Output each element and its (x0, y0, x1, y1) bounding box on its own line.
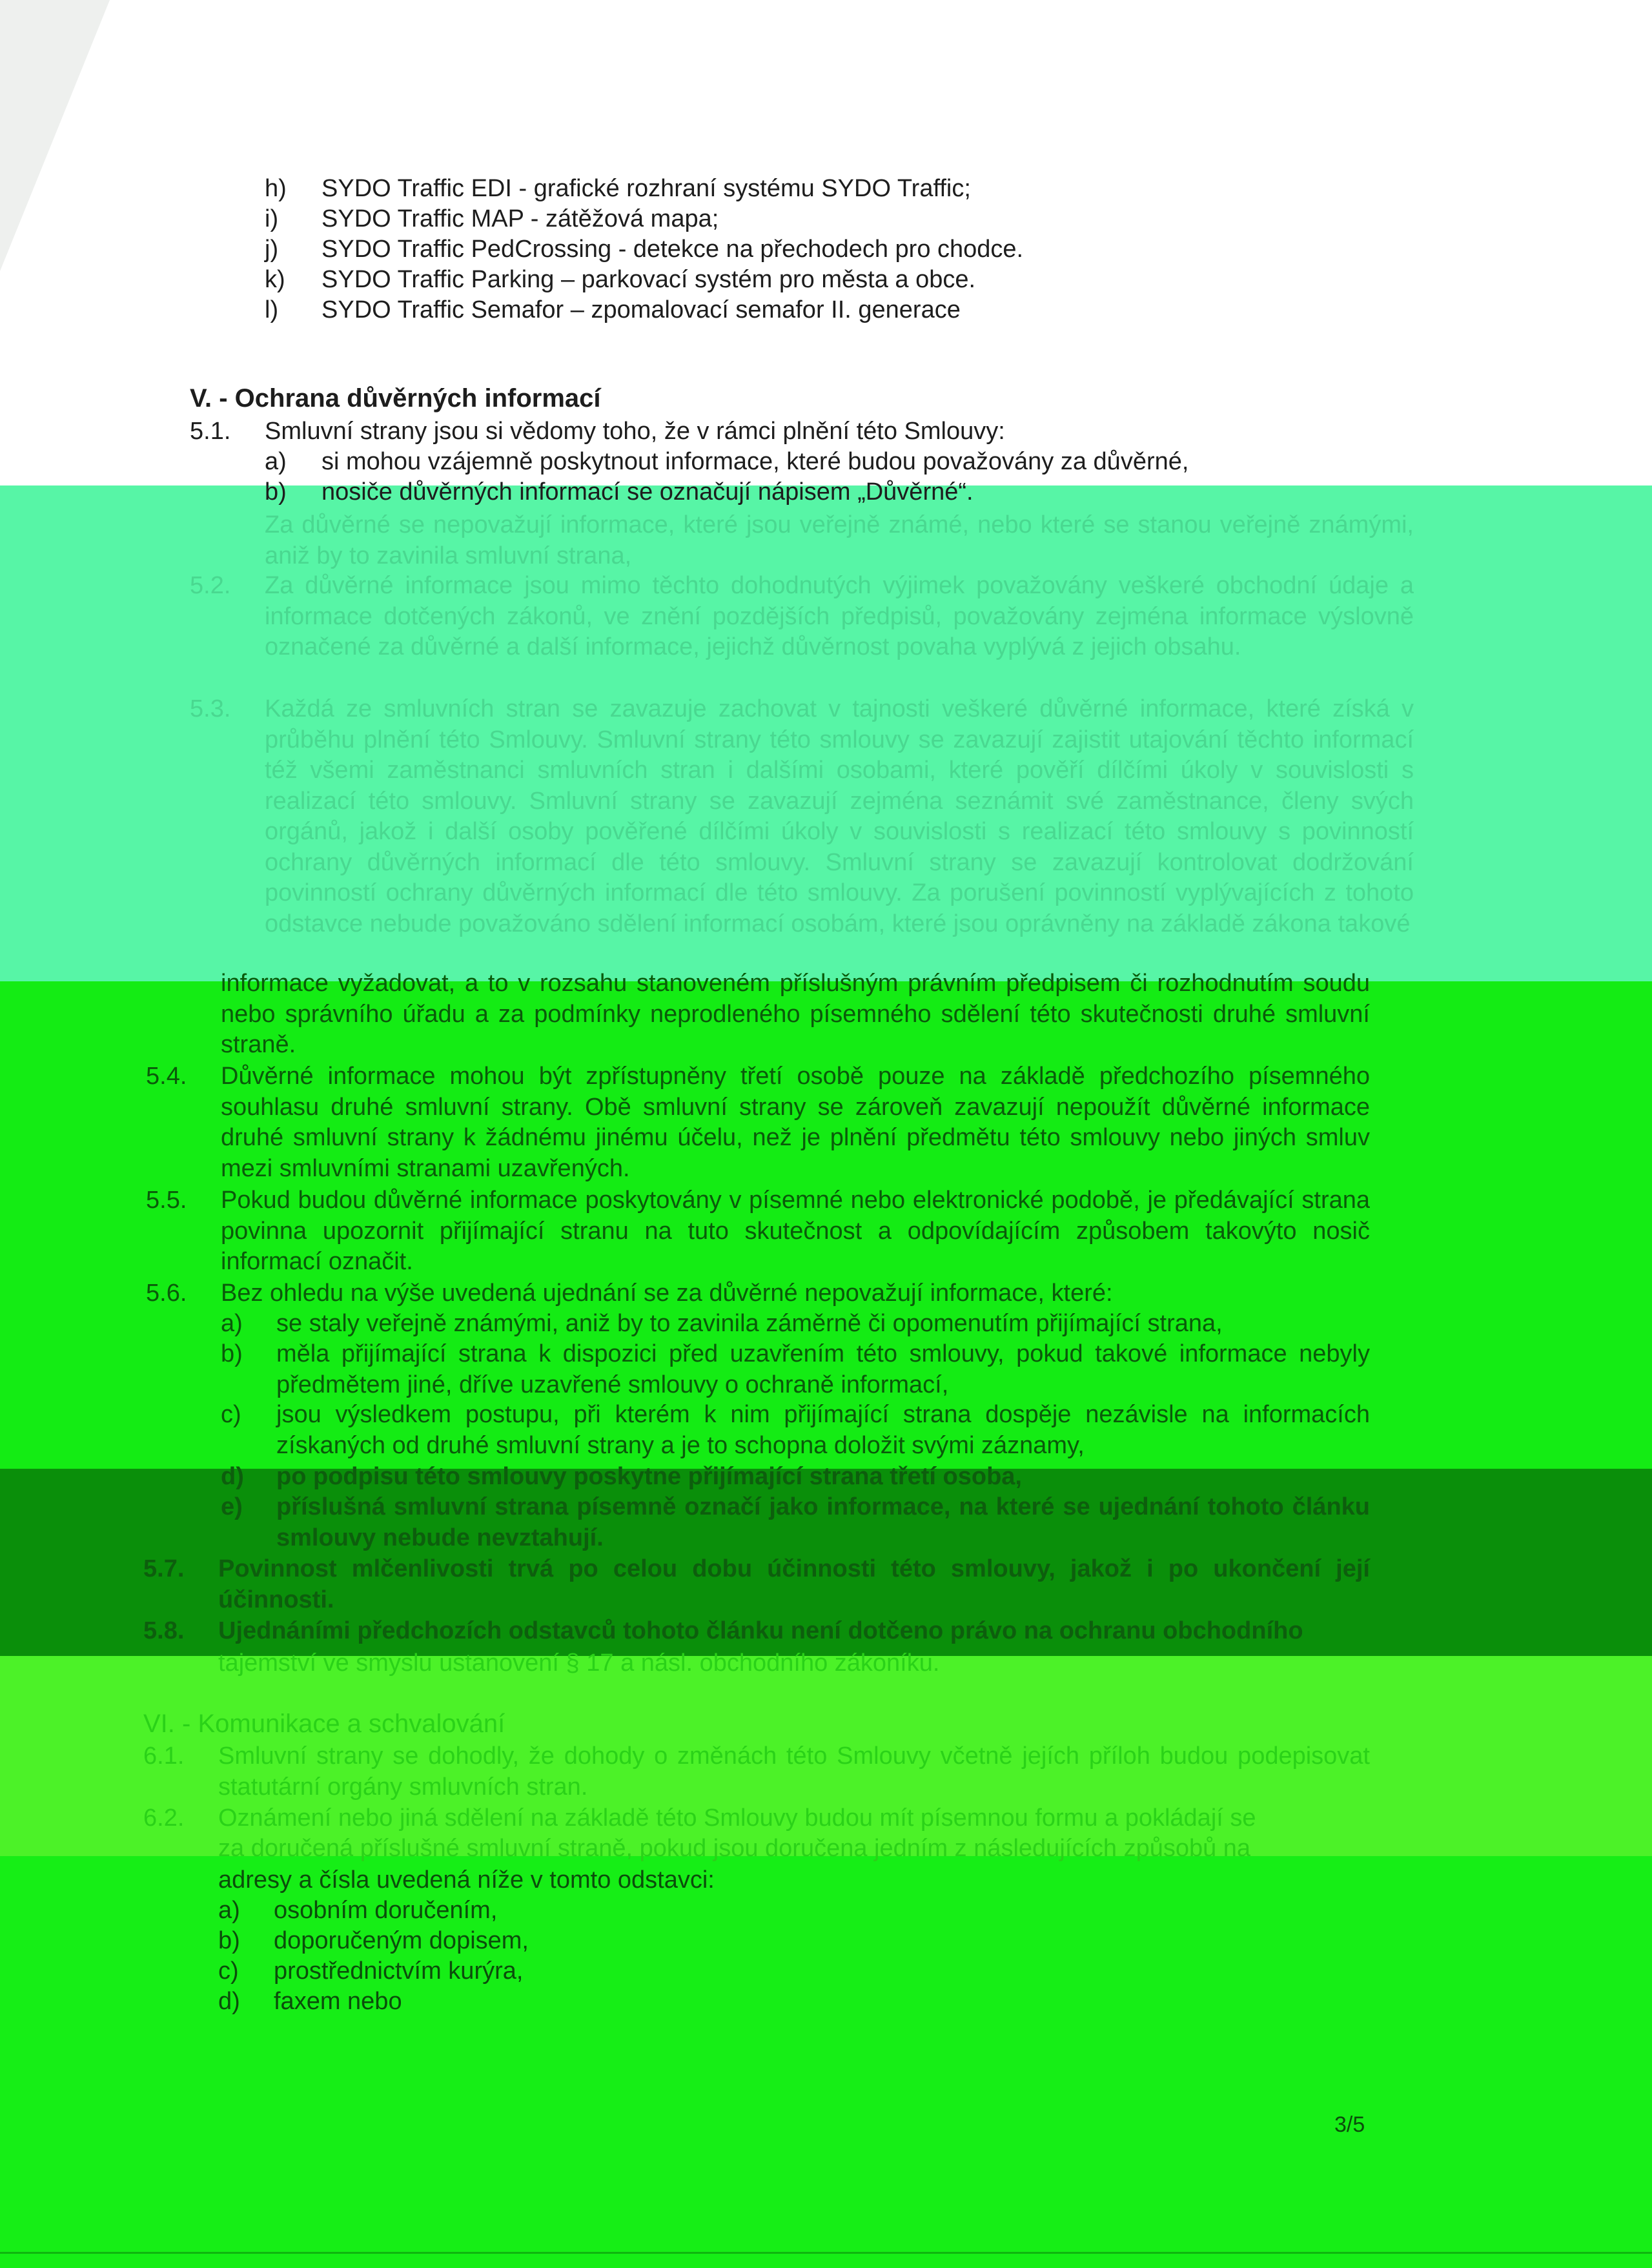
list-label: d) (221, 1463, 244, 1490)
paragraph-number: 5.5. (146, 1187, 187, 1214)
paragraph-text: Smluvní strany se dohodly, že dohody o změnách této Smlouvy včetně jejích příloh budou podepisovat statutární orgány smluvních stran. (218, 1742, 1370, 1801)
paragraph-text-faint: Za důvěrné informace jsou mimo těchto dohodnutých výjimek považovány veškeré obchodní údaje a informace dotčených zákonů, ve znění pozdějších předpisů, považovány zejména informace výslovně označené za důvěrné a další informace, jejichž důvěrnost povaha vyplývá z jejich obsahu. (265, 572, 1414, 660)
list-label: l) (265, 296, 279, 323)
list-item: nosiče důvěrných informací se označují nápisem „Důvěrné“. (321, 478, 974, 506)
paragraph-number: 6.2. (143, 1804, 185, 1832)
list-item: SYDO Traffic Parking – parkovací systém pro města a obce. (321, 266, 976, 293)
section-heading: VI. - Komunikace a schvalování (143, 1710, 505, 1738)
list-item: SYDO Traffic Semafor – zpomalovací semafor II. generace (321, 296, 961, 323)
paragraph-text-faint: Za důvěrné se nepovažují informace, které jsou veřejně známé, nebo které se stanou veřejně známými, aniž by to zavinila smluvní strana, (265, 511, 1414, 569)
section-heading: V. - Ochrana důvěrných informací (190, 384, 601, 413)
paragraph-text-faint: Každá ze smluvních stran se zavazuje zachovat v tajnosti veškeré důvěrné informace, které získá v průběhu plnění této Smlouvy. Smluvní strany této smlouvy se zavazují zajistit utajování těchto informací též všemi zaměstnanci smluvních stran i dalšími osobami, které pověří dílčími úkoly v souvislosti s realizací této smlouvy. Smluvní strany se zavazují zejména seznámit své zaměstnance, členy svých orgánů, jakož i další osoby pověřené dílčími úkoly v souvislosti s realizací této smlouvy s povinností ochrany důvěrných informací dle této smlouvy. Smluvní strany se zavazují kontrolovat dodržování povinností ochrany důvěrných informací dle této smlouvy. Za porušení povinností vyplývajících z tohoto odstavce nebude považováno sdělení informací osobám, které jsou oprávněny na základě zákona takové (265, 695, 1414, 937)
list-item: doporučeným dopisem, (274, 1927, 529, 1954)
list-label: a) (265, 448, 287, 475)
paragraph-number: 5.6. (146, 1280, 187, 1307)
list-label: a) (218, 1897, 240, 1924)
overlay-green-bottom (0, 1856, 1652, 2268)
paragraph-text: Pokud budou důvěrné informace poskytovány v písemné nebo elektronické podobě, je předávající strana povinna upozornit přijímající stranu na tuto skutečnost a odpovídajícím způsobem takovýto nosič informací označit. (221, 1187, 1370, 1275)
paragraph-text: Bez ohledu na výše uvedená ujednání se za důvěrné nepovažují informace, které: (221, 1280, 1113, 1307)
list-label: b) (265, 478, 287, 506)
list-label: e) (221, 1493, 243, 1520)
list-item: si mohou vzájemně poskytnout informace, které budou považovány za důvěrné, (321, 448, 1189, 475)
scan-edge (0, 2252, 1652, 2254)
list-label: c) (218, 1957, 239, 1985)
list-label: b) (218, 1927, 240, 1954)
list-item: jsou výsledkem postupu, při kterém k nim přijímající strana dospěje nezávisle na informacích získaných od druhé smluvní strany a je to schopna doložit svými záznamy, (276, 1401, 1370, 1459)
list-item: příslušná smluvní strana písemně označí jako informace, na které se ujednání tohoto článku smlouvy nebude nevztahují. (276, 1493, 1370, 1551)
paragraph-text: informace vyžadovat, a to v rozsahu stanoveném příslušným právním předpisem či rozhodnutím soudu nebo správního úřadu a za podmínky neprodleného písemného sdělení této skutečnosti druhé smluvní straně. (221, 970, 1370, 1058)
paragraph-number: 5.8. (143, 1617, 185, 1644)
paragraph-number: 5.1. (190, 418, 231, 445)
list-item: SYDO Traffic PedCrossing - detekce na přechodech pro chodce. (321, 236, 1024, 263)
list-label: c) (221, 1401, 241, 1428)
list-label: d) (218, 1988, 240, 2015)
list-label: k) (265, 266, 285, 293)
paragraph-number: 6.1. (143, 1742, 185, 1770)
page-number: 3/5 (1334, 2112, 1365, 2137)
list-item: osobním doručením, (274, 1897, 498, 1924)
list-item: SYDO Traffic MAP - zátěžová mapa; (321, 205, 719, 232)
paragraph-number: 5.4. (146, 1063, 187, 1090)
list-item: po podpisu této smlouvy poskytne přijímající strana třetí osoba, (276, 1463, 1022, 1490)
list-label: i) (265, 205, 279, 232)
paragraph-text: Důvěrné informace mohou být zpřístupněny třetí osobě pouze na základě předchozího písemného souhlasu druhé smluvní strany. Obě smluvní strany se zároveň zavazují nepoužít důvěrné informace druhé smluvní strany k žádnému jinému účelu, než je plnění předmětu této smlouvy nebo jiných smluv mezi smluvními stranami uzavřených. (221, 1063, 1370, 1182)
paragraph-text: adresy a čísla uvedená níže v tomto odstavci: (218, 1866, 715, 1894)
list-label: b) (221, 1340, 243, 1367)
list-label: j) (265, 236, 279, 263)
paragraph-text: Smluvní strany jsou si vědomy toho, že v rámci plnění této Smlouvy: (265, 418, 1005, 445)
paragraph-text: Povinnost mlčenlivosti trvá po celou dobu účinnosti této smlouvy, jakož i po ukončení její účinnosti. (218, 1555, 1370, 1613)
paragraph-text: za doručená příslušné smluvní straně, pokud jsou doručena jedním z následujících způsobů na (218, 1835, 1251, 1862)
paragraph-number: 5.7. (143, 1555, 185, 1582)
paragraph-text: Oznámení nebo jiná sdělení na základě této Smlouvy budou mít písemnou formu a pokládají se (218, 1804, 1256, 1832)
paragraph-number: 5.2. (190, 572, 231, 599)
list-item: se staly veřejně známými, aniž by to zavinila záměrně či opomenutím přijímající strana, (276, 1310, 1223, 1337)
list-label: h) (265, 175, 287, 202)
paragraph-text: Ujednáními předchozích odstavců tohoto článku není dotčeno právo na ochranu obchodního (218, 1617, 1303, 1644)
scan-corner-shadow (0, 0, 110, 271)
list-item: SYDO Traffic EDI - grafické rozhraní systému SYDO Traffic; (321, 175, 971, 202)
list-item: měla přijímající strana k dispozici před uzavřením této smlouvy, pokud takové informace nebyly předmětem jiné, dříve uzavřené smlouvy o ochraně informací, (276, 1340, 1370, 1398)
list-item: prostřednictvím kurýra, (274, 1957, 524, 1985)
paragraph-text: tajemství ve smyslu ustanovení § 17 a násl. obchodního zákoníku. (218, 1650, 940, 1677)
paragraph-number: 5.3. (190, 695, 231, 722)
list-item: faxem nebo (274, 1988, 402, 2015)
list-label: a) (221, 1310, 243, 1337)
